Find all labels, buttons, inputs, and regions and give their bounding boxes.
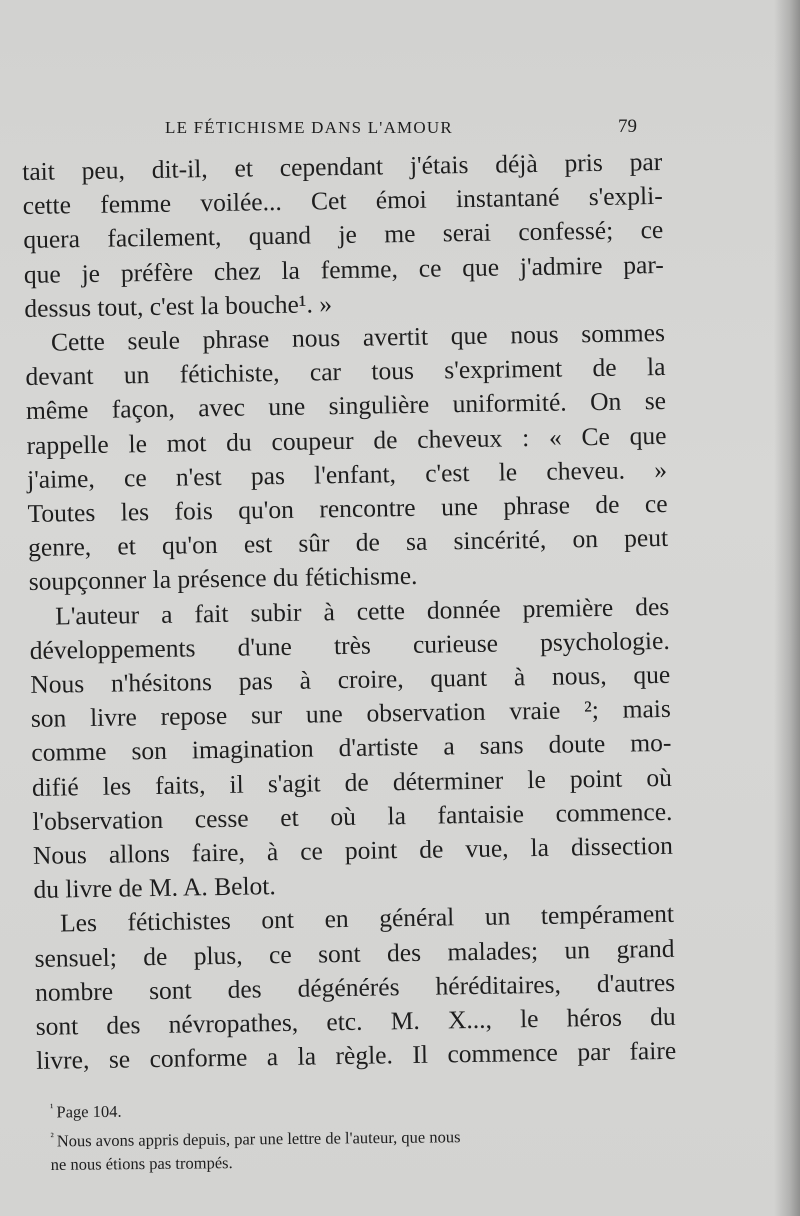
text-line: livre, se conforme a la règle. Il commence par faire <box>35 1036 677 1076</box>
footnote-text: Page 104. <box>56 1101 122 1122</box>
text-line: même façon, avec une singulière uniformité. On se <box>25 386 667 426</box>
footnote <box>50 1118 681 1177</box>
text-line: rappelle le mot du coupeur de cheveux : « Ce que <box>26 420 667 460</box>
text-line: cette femme voilée... Cet émoi instantané s'expli- <box>22 181 663 221</box>
body-text <box>22 145 676 1078</box>
text-line: L'auteur a fait subir à cette donnée première des <box>55 591 670 631</box>
text-line: comme son imagination d'artiste a sans doute mo- <box>31 728 672 768</box>
text-line: j'aime, ce n'est pas l'enfant, c'est le cheveu. » <box>26 454 668 494</box>
footnote-text: Nous avons appris depuis, par une lettre de l'auteur, que nous <box>56 1126 461 1150</box>
text-line: Cette seule phrase nous avertit que nous sommes <box>50 317 666 357</box>
paragraph <box>29 590 674 908</box>
text-line: soupçonner la présence du fétichisme. <box>28 561 418 597</box>
page-edge-shadow <box>774 0 800 1216</box>
running-head <box>0 118 800 142</box>
text-line: que je préfère chez la femme, ce que j'admire par- <box>23 249 665 289</box>
text-line: son livre repose sur une observation vraie ²; mais <box>30 694 672 734</box>
footnote-mark: ² <box>50 1130 54 1143</box>
text-line: développements d'une très curieuse psychologie. <box>29 625 670 665</box>
text-line: nombre sont des dégénérés héréditaires, d'autres <box>34 967 676 1007</box>
text-line: Nous allons faire, à ce point de vue, la dissection <box>32 830 674 870</box>
text-line: quera facilement, quand je me serai confessé; ce <box>23 215 664 255</box>
paragraph <box>22 145 665 326</box>
text-line: sont des névropathes, etc. M. X..., le héros du <box>35 1001 676 1041</box>
text-line: du livre de M. A. Belot. <box>33 871 276 905</box>
footnotes <box>50 1089 681 1177</box>
running-head-title: LE FÉTICHISME DANS L'AMOUR <box>165 118 453 137</box>
text-line: sensuel; de plus, ce sont des malades; un grand <box>34 933 675 973</box>
paragraph <box>25 316 669 600</box>
footnote-mark: ¹ <box>50 1101 54 1114</box>
text-line: Nous n'hésitons pas à croire, quant à nous, que <box>30 659 671 699</box>
footnote-line: ne nous étions pas trompés. <box>50 1153 233 1174</box>
text-line: Les fétichistes ont en général un tempérament <box>59 899 675 938</box>
paragraph <box>34 897 677 1078</box>
text-line: devant un fétichiste, car tous s'expriment de la <box>25 352 666 392</box>
page-number: 79 <box>618 116 637 137</box>
text-line: l'observation cesse et où la fantaisie commence. <box>32 796 673 836</box>
text-line: genre, et qu'on est sûr de sa sincérité, on peut <box>27 523 669 563</box>
text-line: difié les faits, il s'agit de déterminer le point où <box>31 762 673 802</box>
text-line: dessus tout, c'est la bouche¹. » <box>24 288 333 323</box>
text-line: Toutes les fois qu'on rencontre une phrase de ce <box>27 488 668 528</box>
text-line: tait peu, dit-il, et cependant j'étais déjà pris par <box>22 146 663 186</box>
